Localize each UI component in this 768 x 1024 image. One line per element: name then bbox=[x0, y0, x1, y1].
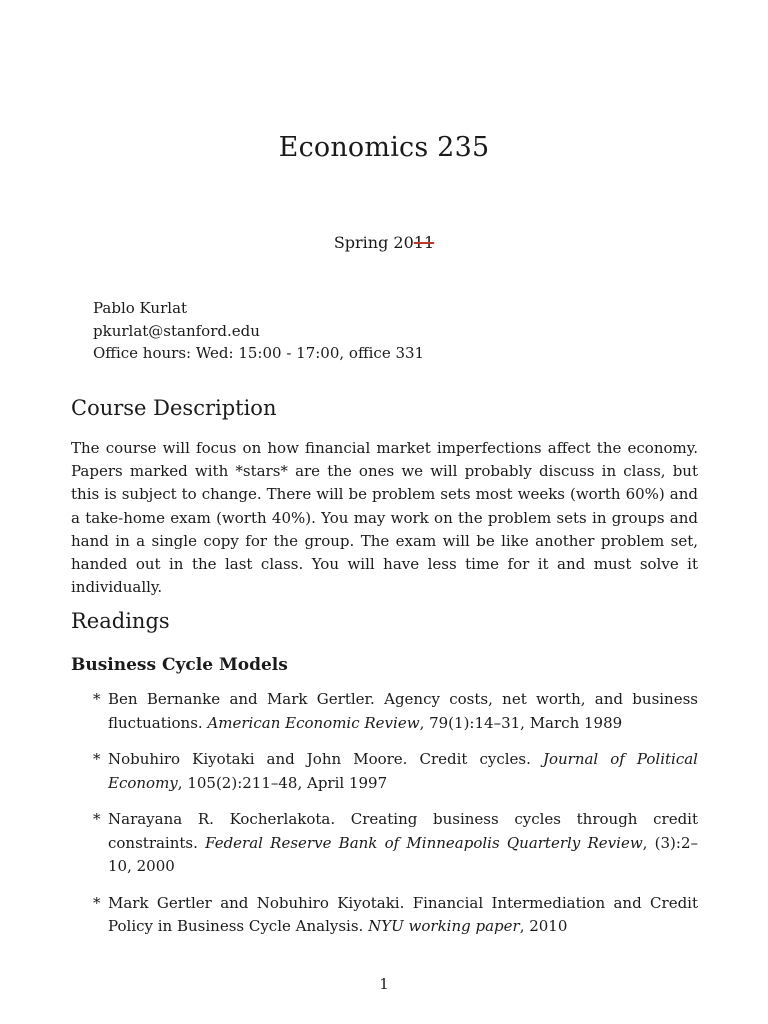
semester-label bbox=[0, 233, 768, 252]
course-description-heading: Course Description bbox=[71, 396, 277, 420]
reading-details: , 2010 bbox=[519, 917, 568, 935]
reading-citation: Ben Bernanke and Mark Gertler. Agency costs, net worth, and business fluctuations. bbox=[108, 690, 698, 732]
reading-details: , (3):2–10, 2000 bbox=[108, 833, 698, 875]
reading-citation: Nobuhiro Kiyotaki and John Moore. Credit cycles. bbox=[108, 750, 543, 768]
star-marker: * bbox=[93, 690, 101, 708]
semester-prefix: Spring 20 bbox=[333, 233, 414, 252]
reading-item bbox=[71, 892, 698, 939]
reading-item bbox=[71, 688, 698, 735]
reading-item bbox=[71, 808, 698, 879]
page-number: 1 bbox=[379, 975, 389, 993]
instructor-name: Pablo Kurlat bbox=[93, 299, 188, 317]
star-marker: * bbox=[93, 893, 101, 912]
reading-journal: Federal Reserve Bank of Minneapolis Quarterly Review bbox=[205, 833, 643, 852]
readings-list bbox=[71, 688, 698, 952]
reading-details: , 79(1):14–31, March 1989 bbox=[419, 713, 623, 732]
reading-details: , 105(2):211–48, April 1997 bbox=[177, 773, 388, 792]
office-hours: Office hours: Wed: 15:00 - 17:00, office 331 bbox=[93, 344, 425, 362]
reading-journal: NYU working paper bbox=[368, 917, 520, 935]
readings-heading: Readings bbox=[71, 609, 170, 633]
star-marker: * bbox=[93, 750, 101, 768]
course-description-text: The course will focus on how financial market imperfections affect the economy. Papers marked with *stars* are the ones we will probably discuss in class, but this is subject to change. There will be problem sets most weeks (worth 60%) and a take-home exam (worth 40%). You may work on the problem sets in groups and hand in a single copy for the group. The exam will be like another problem set, handed out in the last class. You will have less time for it and must solve it individually. bbox=[71, 439, 698, 597]
reading-item bbox=[71, 748, 698, 795]
instructor-info bbox=[93, 297, 424, 365]
instructor-email: pkurlat@stanford.edu bbox=[93, 321, 260, 340]
reading-citation: Mark Gertler and Nobuhiro Kiyotaki. Financial Intermediation and Credit Policy in Business Cycle Analysis. bbox=[108, 893, 698, 935]
semester-struck-year: 11 bbox=[413, 233, 435, 252]
reading-journal: American Economic Review bbox=[207, 713, 420, 732]
reading-citation: Narayana R. Kocherlakota. Creating business cycles through credit constraints. bbox=[108, 810, 698, 852]
page-title: Economics 235 bbox=[278, 132, 490, 163]
reading-journal: Journal of Political Economy bbox=[108, 750, 698, 792]
business-cycle-models-heading: Business Cycle Models bbox=[71, 655, 288, 675]
star-marker: * bbox=[93, 810, 101, 828]
